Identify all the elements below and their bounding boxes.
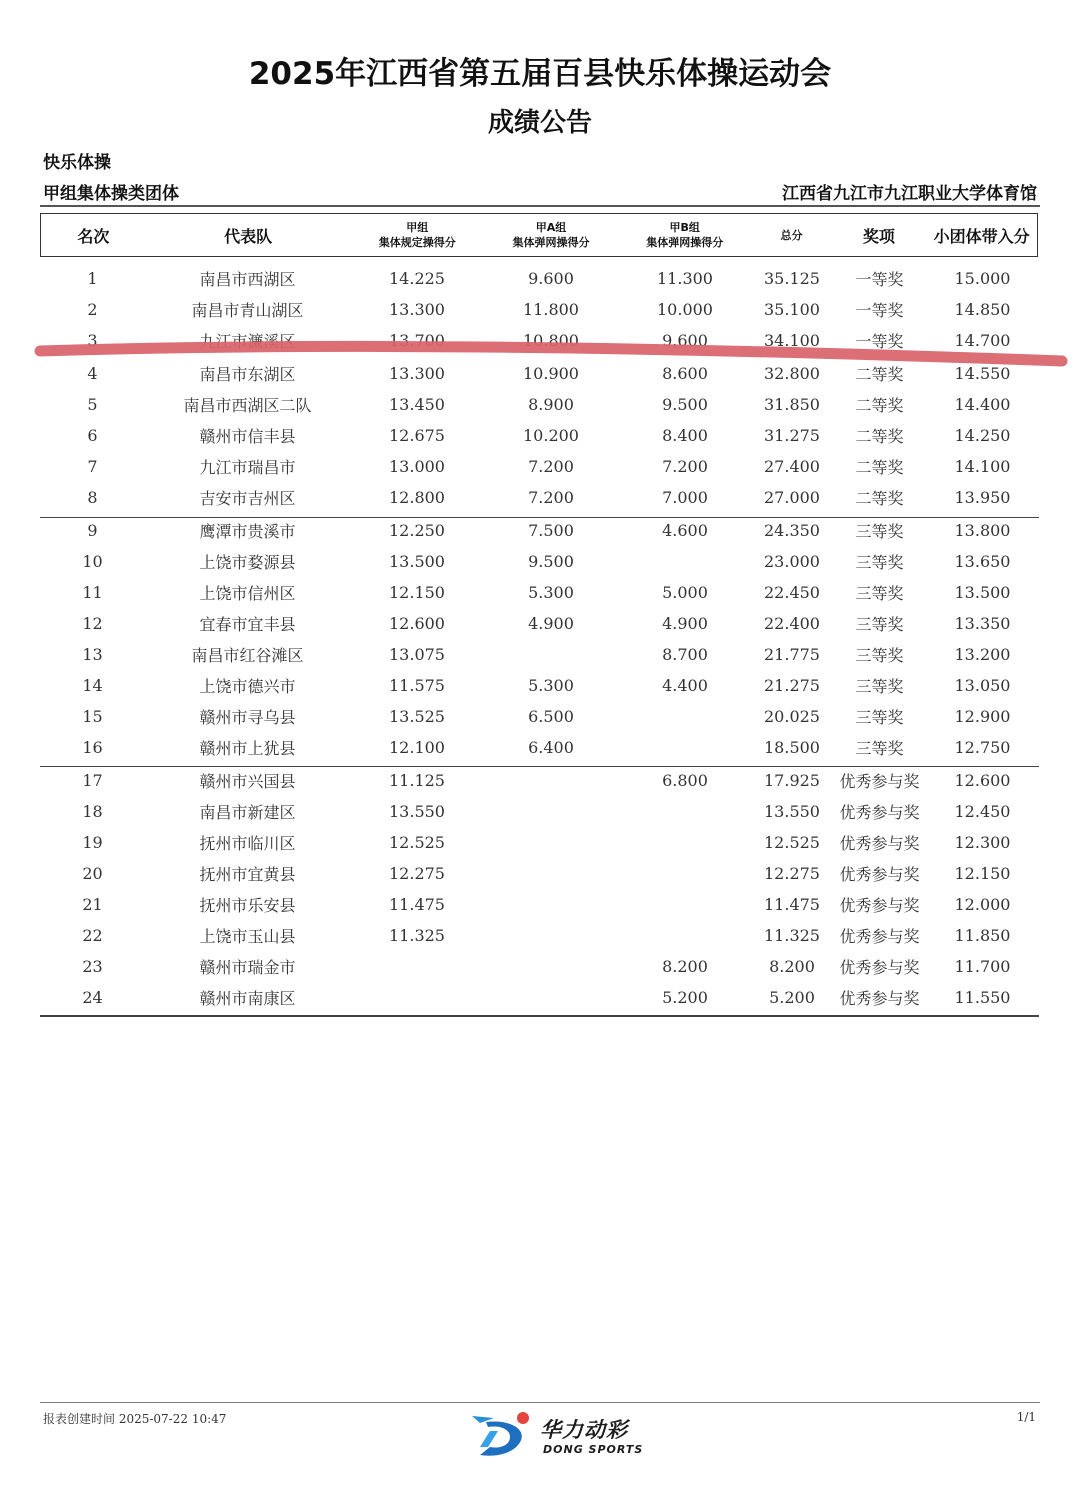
- cell-total: 22.400: [764, 614, 820, 633]
- table-row: [40, 982, 1038, 1013]
- cell-score1: 13.075: [389, 645, 445, 664]
- cell-rank: 11: [82, 583, 103, 602]
- table-row: [40, 294, 1038, 325]
- cell-total: 31.275: [764, 426, 820, 445]
- cell-rank: 16: [82, 738, 103, 757]
- table-row: [40, 858, 1038, 889]
- cell-score2: 4.900: [528, 614, 574, 633]
- logo-subtext: DONG SPORTS: [543, 1443, 644, 1456]
- cell-bonus: 14.850: [954, 300, 1011, 319]
- cell-score2: 6.500: [528, 707, 574, 726]
- cell-rank: 12: [82, 614, 103, 633]
- cell-score1: 12.675: [389, 426, 445, 445]
- cell-team: 上饶市婺源县: [199, 553, 296, 572]
- cell-rank: 4: [87, 364, 98, 383]
- cell-score1: 11.475: [389, 895, 445, 914]
- logo-text: 华力动彩: [540, 1418, 628, 1442]
- cell-bonus: 14.400: [954, 395, 1011, 414]
- cell-bonus: 13.350: [954, 614, 1011, 633]
- cell-award: 三等奖: [855, 584, 904, 603]
- table-row: [40, 732, 1038, 763]
- cell-bonus: 15.000: [954, 269, 1011, 288]
- cell-rank: 17: [82, 771, 103, 790]
- table-row: [40, 701, 1038, 732]
- cell-score1: 13.550: [389, 802, 445, 821]
- col-score2-line2: 集体弹网操得分: [512, 236, 590, 249]
- col-score3: [618, 220, 752, 250]
- table-row: [40, 639, 1038, 670]
- cell-score1: 13.300: [389, 300, 445, 319]
- cell-team: 吉安市吉州区: [199, 489, 296, 508]
- cell-team: 抚州市宜黄县: [199, 865, 296, 884]
- cell-rank: 18: [82, 802, 103, 821]
- cell-total: 24.350: [764, 521, 820, 540]
- col-score1: [350, 220, 484, 250]
- page-number: 1/1: [1016, 1410, 1036, 1424]
- table-row: [40, 263, 1038, 294]
- cell-score1: 12.525: [389, 833, 445, 852]
- cell-score1: 12.250: [389, 521, 445, 540]
- cell-award: 一等奖: [855, 301, 904, 320]
- table-row: [40, 765, 1038, 796]
- cell-award: 三等奖: [855, 615, 904, 634]
- cell-total: 27.000: [764, 488, 820, 507]
- report-subtitle: 成绩公告: [487, 108, 592, 138]
- cell-score2: 7.200: [528, 488, 574, 507]
- cell-score3: 5.000: [662, 583, 708, 602]
- cell-rank: 19: [82, 833, 103, 852]
- cell-bonus: 13.200: [954, 645, 1011, 664]
- col-rank: 名次: [77, 226, 110, 246]
- cell-rank: 9: [87, 521, 98, 540]
- cell-score2: 5.300: [528, 676, 574, 695]
- cell-award: 优秀参与奖: [839, 865, 920, 884]
- cell-total: 11.475: [764, 895, 820, 914]
- cell-total: 32.800: [764, 364, 820, 383]
- cell-score1: 12.150: [389, 583, 445, 602]
- venue-name: 江西省九江市九江职业大学体育馆: [782, 184, 1037, 204]
- cell-score3: 8.700: [662, 645, 708, 664]
- table-row: [40, 577, 1038, 608]
- table-row: [40, 482, 1038, 513]
- cell-team: 上饶市信州区: [199, 584, 296, 603]
- cell-bonus: 11.550: [954, 988, 1011, 1007]
- cell-total: 13.550: [764, 802, 820, 821]
- cell-total: 18.500: [764, 738, 820, 757]
- table-row: [40, 951, 1038, 982]
- cell-rank: 7: [87, 457, 98, 476]
- cell-rank: 10: [82, 552, 103, 571]
- cell-bonus: 14.700: [954, 331, 1011, 350]
- cell-total: 21.775: [764, 645, 820, 664]
- group-divider: [40, 517, 1039, 518]
- cell-bonus: 12.600: [954, 771, 1011, 790]
- cell-rank: 3: [87, 331, 98, 350]
- table-row: [40, 546, 1038, 577]
- cell-bonus: 12.300: [954, 833, 1011, 852]
- cell-team: 南昌市红谷滩区: [191, 646, 304, 665]
- cell-score1: 11.325: [389, 926, 445, 945]
- cell-total: 17.925: [764, 771, 820, 790]
- cell-rank: 21: [82, 895, 103, 914]
- cell-team: 鹰潭市贵溪市: [199, 522, 296, 541]
- cell-team: 南昌市青山湖区: [191, 301, 304, 320]
- table-row: [40, 451, 1038, 482]
- cell-total: 27.400: [764, 457, 820, 476]
- table-row: [40, 420, 1038, 451]
- cell-score2: 6.400: [528, 738, 574, 757]
- table-row: [40, 515, 1038, 546]
- cell-rank: 24: [82, 988, 103, 1007]
- col-score3-line2: 集体弹网操得分: [646, 236, 724, 249]
- cell-score3: 6.800: [662, 771, 708, 790]
- col-score1-line2: 集体规定操得分: [378, 236, 456, 249]
- cell-team: 宜春市宜丰县: [199, 615, 296, 634]
- cell-award: 二等奖: [855, 427, 904, 446]
- cell-score3: 4.900: [662, 614, 708, 633]
- table-row: [40, 325, 1038, 356]
- cell-team: 赣州市兴国县: [199, 772, 296, 791]
- cell-total: 35.100: [764, 300, 820, 319]
- cell-score2: 7.500: [528, 521, 574, 540]
- cell-award: 三等奖: [855, 646, 904, 665]
- cell-score1: 13.300: [389, 364, 445, 383]
- cell-score1: 13.700: [389, 331, 445, 350]
- cell-score1: 13.000: [389, 457, 445, 476]
- cell-bonus: 14.100: [954, 457, 1011, 476]
- cell-bonus: 14.550: [954, 364, 1011, 383]
- cell-award: 优秀参与奖: [839, 803, 920, 822]
- cell-rank: 5: [87, 395, 98, 414]
- cell-score1: 14.225: [389, 269, 445, 288]
- cell-award: 优秀参与奖: [839, 927, 920, 946]
- cell-award: 三等奖: [855, 708, 904, 727]
- cell-award: 优秀参与奖: [839, 834, 920, 853]
- cell-award: 优秀参与奖: [839, 958, 920, 977]
- table-row: [40, 920, 1038, 951]
- cell-score3: 7.200: [662, 457, 708, 476]
- table-row: [40, 358, 1038, 389]
- cell-score2: 10.900: [523, 364, 579, 383]
- cell-total: 12.525: [764, 833, 820, 852]
- cell-rank: 13: [82, 645, 103, 664]
- cell-bonus: 12.000: [954, 895, 1011, 914]
- cell-award: 二等奖: [855, 489, 904, 508]
- cell-bonus: 11.850: [954, 926, 1011, 945]
- cell-score2: 9.600: [528, 269, 574, 288]
- cell-score3: 9.600: [662, 331, 708, 350]
- event-name: 甲组集体操类团体: [43, 184, 179, 204]
- cell-rank: 15: [82, 707, 103, 726]
- cell-score2: 8.900: [528, 395, 574, 414]
- cell-total: 11.325: [764, 926, 820, 945]
- cell-bonus: 12.750: [954, 738, 1011, 757]
- cell-bonus: 12.900: [954, 707, 1011, 726]
- cell-bonus: 14.250: [954, 426, 1011, 445]
- cell-team: 抚州市乐安县: [199, 896, 296, 915]
- table-row: [40, 827, 1038, 858]
- cell-rank: 14: [82, 676, 103, 695]
- cell-rank: 23: [82, 957, 103, 976]
- cell-team: 赣州市信丰县: [199, 427, 296, 446]
- col-score2: [484, 220, 618, 250]
- cell-award: 二等奖: [855, 458, 904, 477]
- col-team: 代表队: [224, 226, 273, 246]
- cell-bonus: 12.150: [954, 864, 1011, 883]
- cell-bonus: 13.050: [954, 676, 1011, 695]
- cell-team: 南昌市西湖区: [199, 270, 296, 289]
- cell-award: 一等奖: [855, 332, 904, 351]
- cell-score2: 10.800: [523, 331, 579, 350]
- cell-team: 上饶市玉山县: [199, 927, 296, 946]
- cell-total: 5.200: [769, 988, 815, 1007]
- cell-rank: 6: [87, 426, 98, 445]
- cell-team: 赣州市寻乌县: [199, 708, 296, 727]
- cell-team: 九江市濂溪区: [199, 332, 296, 351]
- cell-score3: 11.300: [657, 269, 713, 288]
- cell-rank: 20: [82, 864, 103, 883]
- cell-rank: 1: [87, 269, 98, 288]
- cell-award: 三等奖: [855, 522, 904, 541]
- cell-team: 抚州市临川区: [199, 834, 296, 853]
- cell-bonus: 13.500: [954, 583, 1011, 602]
- cell-bonus: 13.800: [954, 521, 1011, 540]
- cell-score1: 12.600: [389, 614, 445, 633]
- cell-score2: 11.800: [523, 300, 579, 319]
- group-divider: [40, 766, 1039, 767]
- cell-bonus: 13.650: [954, 552, 1011, 571]
- sport-name: 快乐体操: [43, 153, 111, 173]
- cell-total: 31.850: [764, 395, 820, 414]
- cell-score3: 10.000: [657, 300, 713, 319]
- footer-divider: [40, 1402, 1040, 1403]
- cell-team: 上饶市德兴市: [199, 677, 296, 696]
- table-row: [40, 608, 1038, 639]
- col-score3-line1: 甲B组: [669, 221, 700, 234]
- cell-award: 优秀参与奖: [839, 989, 920, 1008]
- cell-team: 赣州市南康区: [199, 989, 296, 1008]
- cell-score3: 9.500: [662, 395, 708, 414]
- cell-bonus: 11.700: [954, 957, 1011, 976]
- cell-score2: 5.300: [528, 583, 574, 602]
- cell-score3: 5.200: [662, 988, 708, 1007]
- cell-rank: 22: [82, 926, 103, 945]
- cell-bonus: 13.950: [954, 488, 1011, 507]
- cell-score1: 13.525: [389, 707, 445, 726]
- cell-award: 优秀参与奖: [839, 896, 920, 915]
- col-total: 总分: [780, 228, 803, 242]
- cell-team: 南昌市东湖区: [199, 365, 296, 384]
- table-row: [40, 670, 1038, 701]
- table-row: [40, 889, 1038, 920]
- cell-team: 赣州市瑞金市: [199, 958, 296, 977]
- cell-score3: 8.400: [662, 426, 708, 445]
- table-row: [40, 389, 1038, 420]
- cell-team: 九江市瑞昌市: [199, 458, 296, 477]
- cell-award: 三等奖: [855, 677, 904, 696]
- cell-score3: 8.200: [662, 957, 708, 976]
- table-header: [40, 213, 1038, 257]
- cell-score3: 8.600: [662, 364, 708, 383]
- cell-total: 23.000: [764, 552, 820, 571]
- cell-total: 8.200: [769, 957, 815, 976]
- table-row: [40, 796, 1038, 827]
- cell-team: 赣州市上犹县: [199, 739, 296, 758]
- cell-score2: 9.500: [528, 552, 574, 571]
- cell-award: 优秀参与奖: [839, 772, 920, 791]
- cell-total: 34.100: [764, 331, 820, 350]
- cell-total: 35.125: [764, 269, 820, 288]
- table-bottom-rule: [40, 1015, 1039, 1017]
- cell-total: 21.275: [764, 676, 820, 695]
- cell-team: 南昌市西湖区二队: [183, 396, 312, 415]
- cell-award: 二等奖: [855, 365, 904, 384]
- cell-total: 22.450: [764, 583, 820, 602]
- cell-score1: 11.125: [389, 771, 445, 790]
- col-bonus: 小团体带入分: [933, 226, 1030, 246]
- cell-score1: 12.100: [389, 738, 445, 757]
- report-title: 2025年江西省第五届百县快乐体操运动会: [248, 56, 832, 92]
- cell-score1: 12.275: [389, 864, 445, 883]
- cell-score1: 11.575: [389, 676, 445, 695]
- cell-rank: 8: [87, 488, 98, 507]
- cell-score2: 7.200: [528, 457, 574, 476]
- report-created-time: 报表创建时间 2025-07-22 10:47: [43, 1412, 227, 1426]
- cell-score3: 7.000: [662, 488, 708, 507]
- cell-rank: 2: [87, 300, 98, 319]
- cell-score1: 13.450: [389, 395, 445, 414]
- header-divider: [40, 205, 1040, 207]
- cell-bonus: 12.450: [954, 802, 1011, 821]
- cell-team: 南昌市新建区: [199, 803, 296, 822]
- cell-award: 二等奖: [855, 396, 904, 415]
- cell-total: 20.025: [764, 707, 820, 726]
- cell-score3: 4.600: [662, 521, 708, 540]
- col-score1-line1: 甲组: [406, 221, 429, 234]
- col-award: 奖项: [862, 226, 895, 246]
- cell-award: 三等奖: [855, 553, 904, 572]
- cell-score1: 12.800: [389, 488, 445, 507]
- cell-score2: 10.200: [523, 426, 579, 445]
- cell-score1: 13.500: [389, 552, 445, 571]
- cell-total: 12.275: [764, 864, 820, 883]
- cell-award: 三等奖: [855, 739, 904, 758]
- col-score2-line1: 甲A组: [535, 221, 567, 234]
- cell-score3: 4.400: [662, 676, 708, 695]
- cell-award: 一等奖: [855, 270, 904, 289]
